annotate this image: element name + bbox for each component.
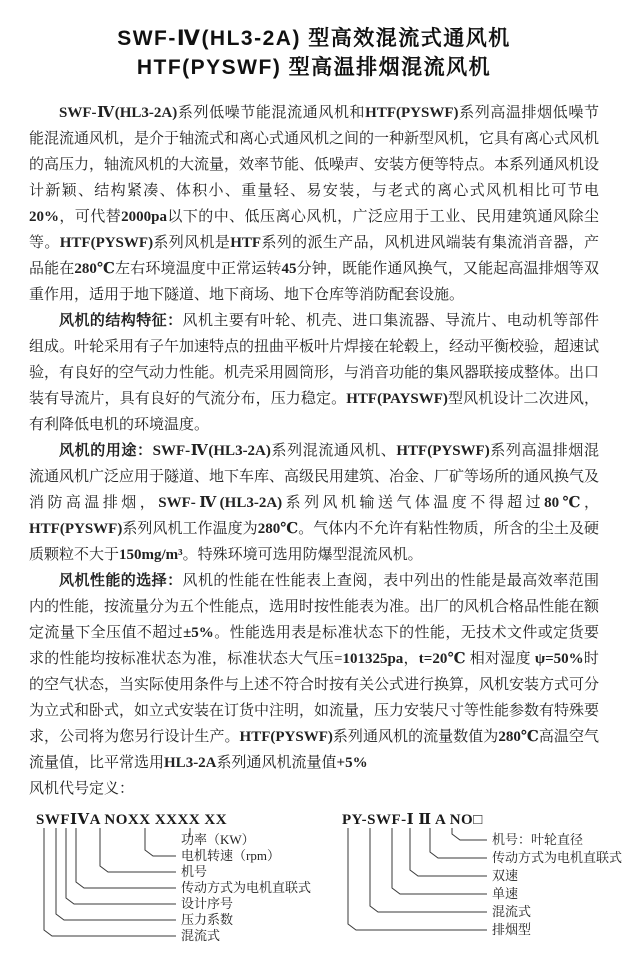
label-frame-size: 机号 <box>181 864 208 879</box>
label-single-speed: 单速 <box>492 886 519 901</box>
swf-model-code: SWFⅠⅤA NOXX XXXX XX <box>36 812 228 828</box>
paragraph-intro: SWF-Ⅳ(HL3-2A)系列低噪节能混流通风机和HTF(PYSWF)系列高温排烟低噪节能混流通风机，是介于轴流式和离心式通风机之间的一种新型风机，它具有离心式风机的高压力，轴流风机的大流量，效率节能、低噪声、安装方便等特点。本系列通风机设计新颖、结构紧凑、体积小、重量轻、易安装，与老式的离心式风机相比可节电20%，可代替2000pa以下的中、低压离心风机，广泛应用于工业、民用建筑通风除尘等。HTF(PYSWF)系列风机是HTF系列的派生产品，风机进风端装有集流消音器，产品能在280℃左右环境温度中正常运转45分钟，既能作通风换气，又能起高温排烟等双重作用，适用于地下隧道、地下商场、地下仓库等消防配套设施。 <box>29 105 600 303</box>
paragraph-structure: 风机的结构特征：风机主要有叶轮、机壳、进口集流器、导流片、电动机等部件组成。叶轮采用有子午加速特点的扭曲平板叶片焊接在轮毂上，经动平衡校验，超速试验，有良好的空气动力性能。机壳采用圆筒形，与消音功能的集风器联接成整体。出口装有导流片，具有良好的气流分布，压力稳定。HTF(PAYSWF)型风机设计二次进风，有利降低电机的环境温度。 <box>29 313 600 433</box>
label-power: 功率（KW） <box>181 832 255 847</box>
body-text <box>0 100 628 802</box>
paragraph-performance: 风机性能的选择：风机的性能在性能表上查阅，表中列出的性能是最高效率范围内的性能，按流量分为五个性能点，选用时按性能表为准。出厂的风机合格品性能在额定流量下全压值不超过±5%。性能选用表是标准状态下的性能，无技术文件或定货要求的性能均按标准状态为准，标准状态大气压=101325pa，t=20℃ 相对湿度 ψ=50%时的空气状态，当实际使用条件与上述不符合时按有关公式进行换算，风机安装方式可分为立式和卧式，如立式安装在订货中注明，如流量，压力安装尺寸等性能参数有特殊要求，公司将为您另行设计生产。HTF(PYSWF)系列通风机的流量数值为280℃高温空气流量值，比平常选用HL3-2A系列通风机流量值+5% <box>29 573 600 771</box>
title-line-1: SWF-Ⅳ(HL3-2A) 型高效混流式通风机 <box>117 27 511 50</box>
label-dual-speed: 双速 <box>492 868 519 883</box>
label-drive-type: 传动方式为电机直联式 <box>181 880 312 895</box>
code-definition-heading: 风机代号定义： <box>29 781 135 797</box>
label-mixed-flow: 混流式 <box>181 928 221 943</box>
label-smoke-exhaust-type: 排烟型 <box>492 922 532 937</box>
label-frame-impeller-diameter: 机号：叶轮直径 <box>492 832 584 847</box>
label-mixed-flow-right: 混流式 <box>492 904 532 919</box>
paragraph-usage: 风机的用途：SWF-Ⅳ(HL3-2A)系列混流通风机、HTF(PYSWF)系列高温排烟混流通风机广泛应用于隧道、地下车库、高级民用建筑、冶金、厂矿等场所的通风换气及消防高温排烟，SWF-Ⅳ(HL3-2A)系列风机输送气体温度不得超过80℃，HTF(PYSWF)系列风机工作温度为280℃。气体内不允许有粘性物质，所含的尘土及硬质颗粒不大于150mg/m³。特殊环境可选用防爆型混流风机。 <box>29 443 600 563</box>
document-title <box>0 0 628 82</box>
label-drive-type-right: 传动方式为电机直联式 <box>492 850 623 865</box>
label-pressure-coefficient: 压力系数 <box>181 912 234 927</box>
py-swf-model-code: PY-SWF-Ⅰ Ⅱ A NO□ <box>342 812 483 828</box>
title-line-2: HTF(PYSWF) 型高温排烟混流风机 <box>136 56 492 79</box>
model-code-diagrams <box>0 808 628 973</box>
label-motor-speed: 电机转速（rpm） <box>181 848 280 863</box>
label-design-serial: 设计序号 <box>181 896 234 911</box>
